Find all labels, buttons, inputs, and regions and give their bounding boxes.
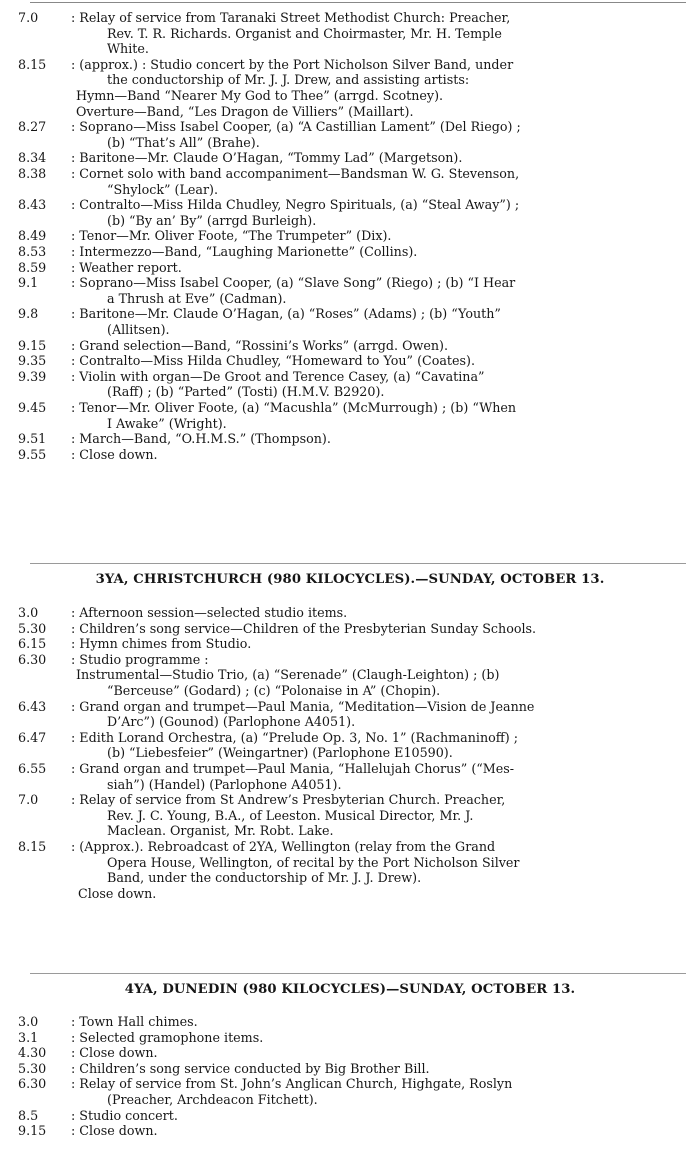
entry-time: 8.53: [18, 244, 47, 259]
entry-time: 9.15: [18, 337, 47, 353]
programme-entry: [0, 730, 700, 761]
entry-text-continued: Instrumental—Studio Trio, (a) “Serenade” (Claugh-Leighton) ; (b): [76, 667, 500, 683]
entry-text-continued: (Allitsen).: [107, 321, 170, 337]
entry-text: : Soprano—Miss Isabel Cooper, (a) “Slave Song” (Riego) ; (b) “I Hear: [71, 275, 516, 291]
entry-time: 6.30: [18, 651, 47, 667]
entry-text: : Grand organ and trumpet—Paul Mania, “Meditation—Vision de Jeanne: [71, 698, 535, 714]
entry-time: 9.55: [18, 446, 47, 462]
entry-time: 8.49: [18, 228, 47, 244]
entry-time: 6.15: [18, 636, 47, 652]
entry-text: : Children’s song service conducted by Big Brother Bill.: [71, 1060, 430, 1076]
entry-text: : Studio programme :: [71, 651, 209, 667]
top-rule: [30, 2, 686, 3]
programme-entry: [0, 260, 700, 276]
entry-time: 6.30: [18, 1076, 47, 1092]
entry-time: 9.1: [18, 275, 39, 291]
programme-entry: [0, 621, 700, 637]
programme-entry: [0, 431, 700, 447]
entry-text: : (approx.) : Studio concert by the Port Nicholson Silver Band, under: [71, 56, 514, 72]
entry-time: 8.27: [18, 119, 47, 135]
entry-time: 8.34: [18, 150, 47, 166]
programme-entry: [0, 166, 700, 197]
entry-text: : Town Hall chimes.: [71, 1014, 198, 1029]
entry-time: 8.15: [18, 839, 47, 854]
entry-time: 6.43: [18, 698, 47, 714]
entry-text: : Contralto—Miss Hilda Chudley, “Homeward to You” (Coates).: [71, 353, 476, 369]
entry-text: : Afternoon session—selected studio items.: [71, 605, 348, 620]
programme-entry: [0, 150, 700, 166]
programme-entry: [0, 447, 700, 463]
entry-time: 4.30: [18, 1045, 47, 1061]
entry-text-continued: Hymn—Band “Nearer My God to Thee” (arrgd. Scotney).: [76, 87, 444, 103]
entry-text: : Weather report.: [71, 259, 182, 275]
entry-time: 8.59: [18, 259, 47, 275]
entry-text: : Grand organ and trumpet—Paul Mania, “Hallelujah Chorus” (“Mes-: [71, 761, 515, 776]
entry-time: 7.0: [18, 10, 39, 25]
entry-time: 8.5: [18, 1107, 39, 1123]
programme-entry: [0, 353, 700, 369]
programme-entry: [0, 228, 700, 244]
programme-entry: [0, 244, 700, 260]
programme-entry: [0, 1014, 700, 1030]
entry-text-continued: White.: [107, 41, 149, 57]
programme-entry: [0, 57, 700, 119]
entry-text: : Soprano—Miss Isabel Cooper, (a) “A Castillian Lament” (Del Riego) ;: [71, 119, 521, 135]
entry-text: : Baritone—Mr. Claude O’Hagan, (a) “Roses” (Adams) ; (b) “Youth”: [71, 306, 501, 322]
programme-entry: [0, 605, 700, 621]
entry-text-continued: Opera House, Wellington, of recital by the Port Nicholson Silver: [107, 854, 520, 870]
entry-time: 3.0: [18, 1014, 39, 1029]
entry-text: : Hymn chimes from Studio.: [71, 636, 252, 652]
section-rule: [30, 973, 686, 974]
section-rule: [30, 563, 686, 564]
entry-text: : Children’s song service—Children of the Presbyterian Sunday Schools.: [71, 620, 537, 636]
entry-text: : Contralto—Miss Hilda Chudley, Negro Spirituals, (a) “Steal Away”) ;: [71, 197, 520, 213]
entry-time: 3.0: [18, 605, 39, 620]
programme-entry: [0, 652, 700, 699]
entry-text-continued: (b) “Liebesfeier” (Weingartner) (Parlophone E10590).: [107, 745, 453, 761]
entry-text: : Baritone—Mr. Claude O’Hagan, “Tommy Lad” (Margetson).: [71, 150, 463, 166]
entry-time: 8.38: [18, 166, 47, 181]
entry-time: 5.30: [18, 620, 47, 636]
programme-entry: [0, 119, 700, 150]
programme-entry: [0, 839, 700, 901]
programme-entry: [0, 1076, 700, 1107]
programme-entry: [0, 369, 700, 400]
entry-text-continued: the conductorship of Mr. J. J. Drew, and assisting artists:: [107, 72, 470, 88]
section-heading-4ya: 4YA, DUNEDIN (980 KILOCYCLES)—SUNDAY, OCTOBER 13.: [124, 982, 576, 997]
entry-text-continued: Rev. J. C. Young, B.A., of Leeston. Musical Director, Mr. J.: [107, 807, 474, 823]
entry-text: : Relay of service from St. John’s Anglican Church, Highgate, Roslyn: [71, 1076, 513, 1092]
entry-text-continued: Close down.: [78, 885, 157, 901]
programme-entry: [0, 1108, 700, 1124]
entry-text: : Relay of service from Taranaki Street Methodist Church: Preacher,: [71, 10, 511, 25]
programme-entry: [0, 792, 700, 839]
programme-entry: [0, 636, 700, 652]
programme-entry: [0, 338, 700, 354]
programme-entry: [0, 761, 700, 792]
entry-text-continued: Maclean. Organist, Mr. Robt. Lake.: [107, 823, 334, 839]
entry-text-continued: (Raff) ; (b) “Parted” (Tosti) (H.M.V. B2920).: [107, 384, 385, 400]
entry-text: : Tenor—Mr. Oliver Foote, “The Trumpeter” (Dix).: [71, 228, 392, 244]
entry-time: 9.35: [18, 353, 47, 369]
entry-text-continued: Rev. T. R. Richards. Organist and Choirmaster, Mr. H. Temple: [107, 25, 502, 41]
entry-time: 9.8: [18, 306, 39, 322]
entry-text: : Edith Lorand Orchestra, (a) “Prelude Op. 3, No. 1” (Rachmaninoff) ;: [71, 729, 519, 745]
entry-time: 9.51: [18, 431, 47, 447]
entry-text-continued: (b) “That’s All” (Brahe).: [107, 134, 260, 150]
programme-entry: [0, 1123, 700, 1139]
entry-text: : Cornet solo with band accompaniment—Bandsman W. G. Stevenson,: [71, 166, 520, 181]
entry-text-continued: I Awake” (Wright).: [107, 415, 227, 431]
entry-time: 3.1: [18, 1029, 39, 1045]
entry-text-continued: a Thrush at Eve” (Cadman).: [107, 290, 287, 306]
entry-text-continued: (Preacher, Archdeacon Fitchett).: [107, 1091, 318, 1107]
entry-text: : Violin with organ—De Groot and Terence Casey, (a) “Cavatina”: [71, 368, 485, 384]
entry-text: : Grand selection—Band, “Rossini’s Works” (arrgd. Owen).: [71, 337, 449, 353]
entry-time: 8.15: [18, 56, 47, 72]
programme-entry: [0, 1045, 700, 1061]
entry-time: 7.0: [18, 792, 39, 808]
entry-text-continued: siah”) (Handel) (Parlophone A4051).: [107, 776, 342, 792]
entry-text: : Close down.: [71, 446, 158, 462]
entry-time: 5.30: [18, 1060, 47, 1076]
entry-text: : Tenor—Mr. Oliver Foote, (a) “Macushla” (McMurrough) ; (b) “When: [71, 400, 517, 415]
programme-entry: [0, 306, 700, 337]
entry-time: 6.47: [18, 729, 47, 745]
entry-text: : Relay of service from St Andrew’s Presbyterian Church. Preacher,: [71, 792, 506, 808]
programme-entry: [0, 400, 700, 431]
entry-time: 8.43: [18, 197, 47, 213]
programme-entry: [0, 10, 700, 57]
entry-time: 9.15: [18, 1123, 47, 1139]
entry-time: 6.55: [18, 761, 47, 776]
entry-text-continued: Overture—Band, “Les Dragon de Villiers” (Maillart).: [76, 103, 414, 119]
programme-entry: [0, 1030, 700, 1046]
entry-text: : Intermezzo—Band, “Laughing Marionette” (Collins).: [71, 244, 418, 259]
entry-text: : Studio concert.: [71, 1107, 178, 1123]
entry-text-continued: “Berceuse” (Godard) ; (c) “Polonaise in A” (Chopin).: [107, 682, 441, 698]
entry-text-continued: Band, under the conductorship of Mr. J. J. Drew).: [107, 870, 422, 886]
entry-text: : Close down.: [71, 1045, 158, 1061]
entry-time: 9.45: [18, 400, 47, 415]
programme-entry: [0, 275, 700, 306]
entry-text: : Selected gramophone items.: [71, 1029, 264, 1045]
programme-entry: [0, 197, 700, 228]
entry-text: : (Approx.). Rebroadcast of 2YA, Wellington (relay from the Grand: [71, 839, 496, 854]
entry-text-continued: (b) “By an’ By” (arrgd Burleigh).: [107, 212, 317, 228]
entry-time: 9.39: [18, 368, 47, 384]
entry-text: : March—Band, “O.H.M.S.” (Thompson).: [71, 431, 331, 447]
entry-text-continued: “Shylock” (Lear).: [107, 181, 219, 197]
programme-entry: [0, 1061, 700, 1077]
programme-entry: [0, 699, 700, 730]
entry-text-continued: D’Arc”) (Gounod) (Parlophone A4051).: [107, 714, 356, 730]
entry-text: : Close down.: [71, 1123, 158, 1139]
section-heading-3ya: 3YA, CHRISTCHURCH (980 KILOCYCLES).—SUNDAY, OCTOBER 13.: [95, 572, 605, 587]
